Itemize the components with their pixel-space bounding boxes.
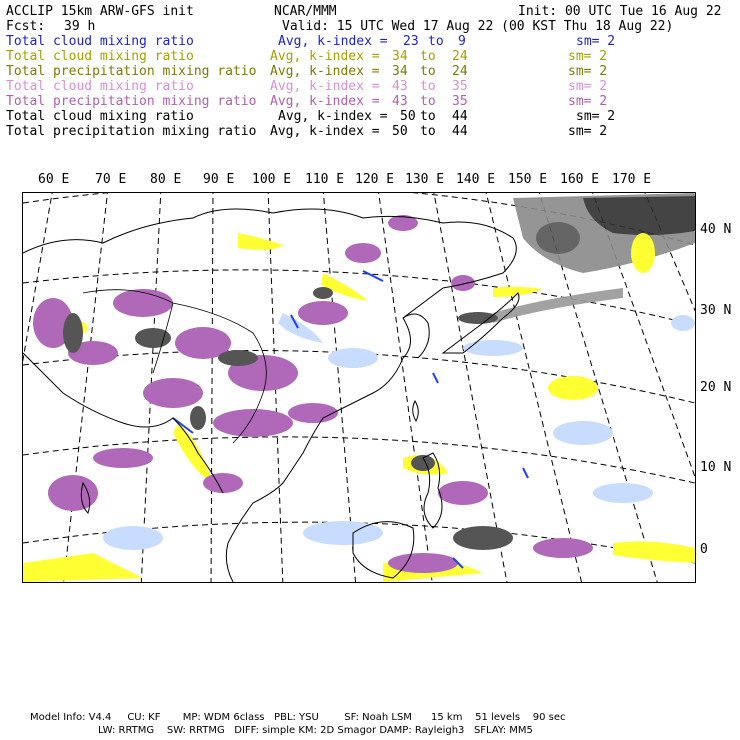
weather-map <box>22 192 696 583</box>
longitude-label: 150 E <box>508 172 548 187</box>
field-average-label: Avg, k-index = <box>278 34 388 49</box>
field-average-label: Avg, k-index = <box>278 109 388 124</box>
longitude-label: 70 E <box>95 172 127 187</box>
k-index-to: to <box>420 109 436 124</box>
forecast-label: Fcst: <box>6 19 46 34</box>
smoothing: sm= 2 <box>568 94 608 109</box>
longitude-label: 110 E <box>305 172 345 187</box>
forecast-hours: 39 h <box>64 19 96 34</box>
smoothing: sm= 2 <box>568 64 608 79</box>
field-name: Total cloud mixing ratio <box>6 34 194 49</box>
init-time: Init: 00 UTC Tue 16 Aug 22 <box>518 4 722 19</box>
k-index-to: to <box>420 79 436 94</box>
longitude-label: 60 E <box>38 172 70 187</box>
field-average-label: Avg, k-index = <box>270 49 380 64</box>
cloud-field-gray <box>493 193 695 323</box>
k-index-to: to <box>420 64 436 79</box>
k-index-start: 34 <box>392 49 408 64</box>
k-index-start: 50 <box>392 124 408 139</box>
field-name: Total cloud mixing ratio <box>6 49 194 64</box>
k-index-end: 35 <box>452 79 468 94</box>
k-index-end: 24 <box>452 49 468 64</box>
longitude-label: 90 E <box>203 172 235 187</box>
map-canvas <box>23 193 695 582</box>
k-index-end: 9 <box>458 34 466 49</box>
cloud-field-purple <box>33 215 593 573</box>
org-label: NCAR/MMM <box>274 4 337 19</box>
k-index-end: 35 <box>452 94 468 109</box>
field-average-label: Avg, k-index = <box>270 124 380 139</box>
field-name: Total precipitation mixing ratio <box>6 64 257 79</box>
field-average-label: Avg, k-index = <box>270 64 380 79</box>
smoothing: sm= 2 <box>576 109 616 124</box>
latitude-label: 0 <box>700 542 708 557</box>
longitude-label: 160 E <box>560 172 600 187</box>
latitude-label: 30 N <box>700 303 732 318</box>
k-index-start: 23 <box>403 34 419 49</box>
smoothing: sm= 2 <box>576 34 616 49</box>
field-name: Total precipitation mixing ratio <box>6 124 257 139</box>
longitude-label: 140 E <box>456 172 496 187</box>
longitude-label: 100 E <box>252 172 292 187</box>
longitude-label: 80 E <box>150 172 182 187</box>
k-index-to: to <box>420 124 436 139</box>
model-info-line-2: LW: RRTMG SW: RRTMG DIFF: simple KM: 2D Smagor DAMP: Rayleigh3 SFLAY: MM5 <box>98 725 533 736</box>
k-index-start: 50 <box>400 109 416 124</box>
k-index-to: to <box>420 94 436 109</box>
longitude-label: 130 E <box>405 172 445 187</box>
latitude-label: 40 N <box>700 222 732 237</box>
model-info-line-1: Model Info: V4.4 CU: KF MP: WDM 6class PBL: YSU SF: Noah LSM 15 km 51 levels 90 sec <box>30 712 566 723</box>
k-index-start: 43 <box>392 94 408 109</box>
valid-time: Valid: 15 UTC Wed 17 Aug 22 (00 KST Thu 18 Aug 22) <box>282 19 674 34</box>
latitude-label: 10 N <box>700 460 732 475</box>
field-name: Total cloud mixing ratio <box>6 109 194 124</box>
k-index-to: to <box>420 49 436 64</box>
latitude-label: 20 N <box>700 380 732 395</box>
k-index-to: to <box>428 34 444 49</box>
k-index-end: 44 <box>452 124 468 139</box>
k-index-end: 44 <box>452 109 468 124</box>
longitude-label: 120 E <box>355 172 395 187</box>
field-name: Total precipitation mixing ratio <box>6 94 257 109</box>
field-average-label: Avg, k-index = <box>270 79 380 94</box>
longitude-label: 170 E <box>612 172 652 187</box>
k-index-start: 43 <box>392 79 408 94</box>
field-name: Total cloud mixing ratio <box>6 79 194 94</box>
smoothing: sm= 2 <box>568 124 608 139</box>
coastlines <box>23 209 519 582</box>
k-index-start: 34 <box>392 64 408 79</box>
k-index-end: 24 <box>452 64 468 79</box>
smoothing: sm= 2 <box>568 79 608 94</box>
field-average-label: Avg, k-index = <box>270 94 380 109</box>
model-title: ACCLIP 15km ARW-GFS init <box>6 4 194 19</box>
smoothing: sm= 2 <box>568 49 608 64</box>
